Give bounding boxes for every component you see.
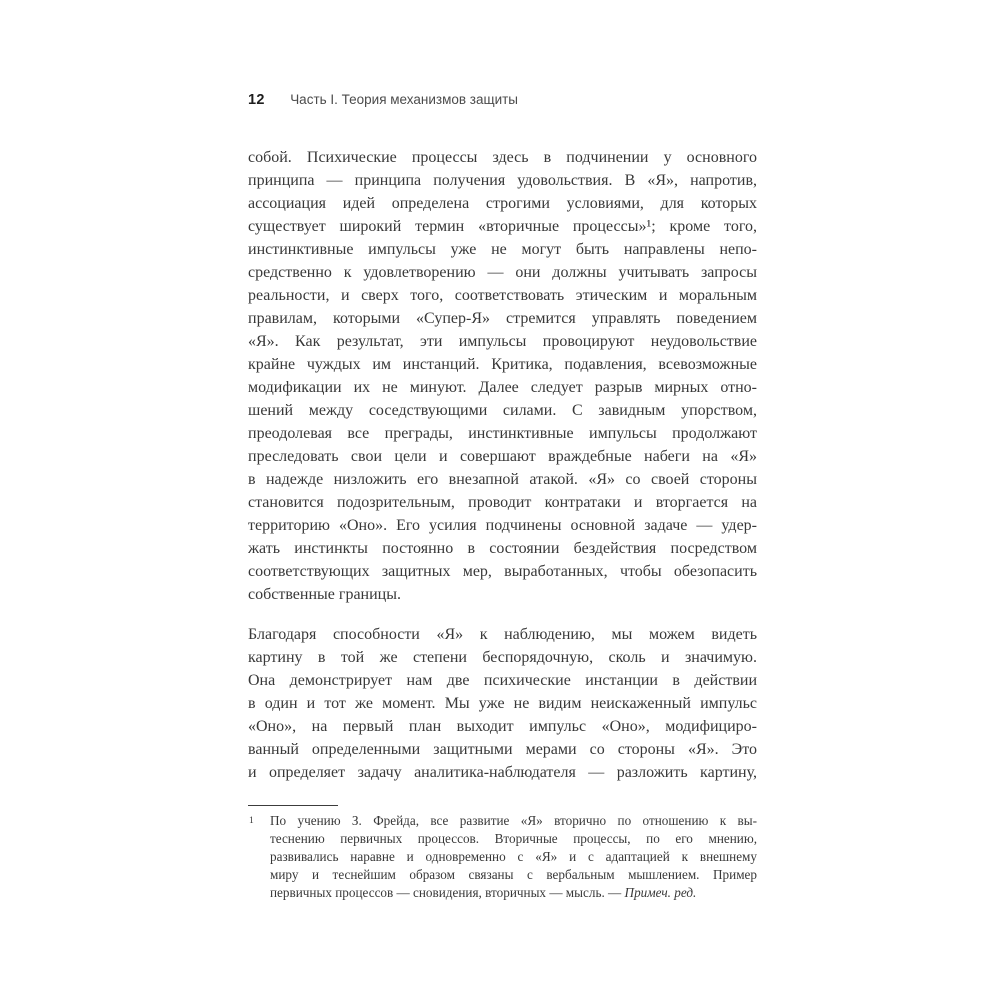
- page-header: [248, 91, 757, 109]
- running-title: Часть I. Теория механизмов защиты: [290, 92, 519, 107]
- paragraph-main-lines: [248, 146, 757, 583]
- footnote: [248, 812, 757, 902]
- footnote-body: [270, 812, 757, 902]
- text-line: Она демонстрирует нам две психические инстанции в действии: [248, 672, 757, 689]
- text-line: ассоциация идей определена строгими условиями, для которых: [248, 195, 757, 212]
- footnote-divider: [248, 805, 338, 806]
- text-line: преследовать свои цели и совершают враждебные набеги на «Я»: [248, 448, 757, 465]
- page-number: 12: [248, 92, 265, 108]
- text-line: в надежде низложить его внезапной атакой. «Я» со своей стороны: [248, 471, 757, 488]
- text-line: преодолевая все преграды, инстинктивные импульсы продолжают: [248, 425, 757, 442]
- text-line: территорию «Оно». Его усилия подчинены основной задаче — удер-: [248, 517, 757, 534]
- text-line: собой. Психические процессы здесь в подчинении у основного: [248, 149, 757, 166]
- paragraph-second-lines: [248, 623, 757, 784]
- text-line: модификации их не минуют. Далее следует разрыв мирных отно-: [248, 379, 757, 396]
- text-line: теснению первичных процессов. Вторичные процессы, по его мнению,: [270, 831, 757, 846]
- paragraph-second: [248, 623, 757, 784]
- text-line: «Оно», на первый план выходит импульс «Оно», модифициро-: [248, 718, 757, 735]
- text-line: инстинктивные импульсы уже не могут быть направлены непо-: [248, 241, 757, 258]
- text-line: миру и теснейшим образом связаны с вербальным мышлением. Пример: [270, 867, 757, 882]
- text-line: в один и тот же момент. Мы уже не видим неискаженный импульс: [248, 695, 757, 712]
- text-line: ванный определенными защитными мерами со стороны «Я». Это: [248, 741, 757, 758]
- text-line: становится подозрительным, проводит контратаки и вторгается на: [248, 494, 757, 511]
- text-line: картину в той же степени беспорядочную, сколь и значимую.: [248, 649, 757, 666]
- text-line: и определяет задачу аналитика-наблюдателя — разложить картину,: [248, 764, 757, 781]
- text-line: собственные границы.: [248, 586, 401, 603]
- text-line: правилам, которыми «Супер-Я» стремится управлять поведением: [248, 310, 757, 327]
- text-line: шений между соседствующими силами. С завидным упорством,: [248, 402, 757, 419]
- footnote-marker: 1: [249, 816, 254, 826]
- text-line: существует широкий термин «вторичные процессы»¹; кроме того,: [248, 218, 757, 235]
- text-line: По учению З. Фрейда, все развитие «Я» вторично по отношению к вы-: [270, 813, 757, 828]
- text-line: крайне чуждых им инстанций. Критика, подавления, всевозможные: [248, 356, 757, 373]
- text-line: «Я». Как результат, эти импульсы провоцируют неудовольствие: [248, 333, 757, 350]
- text-line: реальности, и сверх того, соответствовать этическим и моральным: [248, 287, 757, 304]
- text-line: развивались наравне и одновременно с «Я» и с адаптацией к внешнему: [270, 849, 757, 864]
- text-line: [270, 884, 757, 902]
- text-line: Благодаря способности «Я» к наблюдению, мы можем видеть: [248, 626, 757, 643]
- footnote-lines: [270, 812, 757, 884]
- text-line: соответствующих защитных мер, выработанных, чтобы обезопасить: [248, 563, 757, 580]
- editor-note: Примеч. ред.: [624, 885, 697, 900]
- text-line: средственно к удовлетворению — они должны учитывать запросы: [248, 264, 757, 281]
- paragraph-main: [248, 146, 757, 606]
- text-line: жать инстинкты постоянно в состоянии бездействия посредством: [248, 540, 757, 557]
- footnote-last-text: первичных процессов — сновидения, вторичных — мысль. —: [270, 885, 625, 900]
- text-line: принципа — принципа получения удовольствия. В «Я», напротив,: [248, 172, 757, 189]
